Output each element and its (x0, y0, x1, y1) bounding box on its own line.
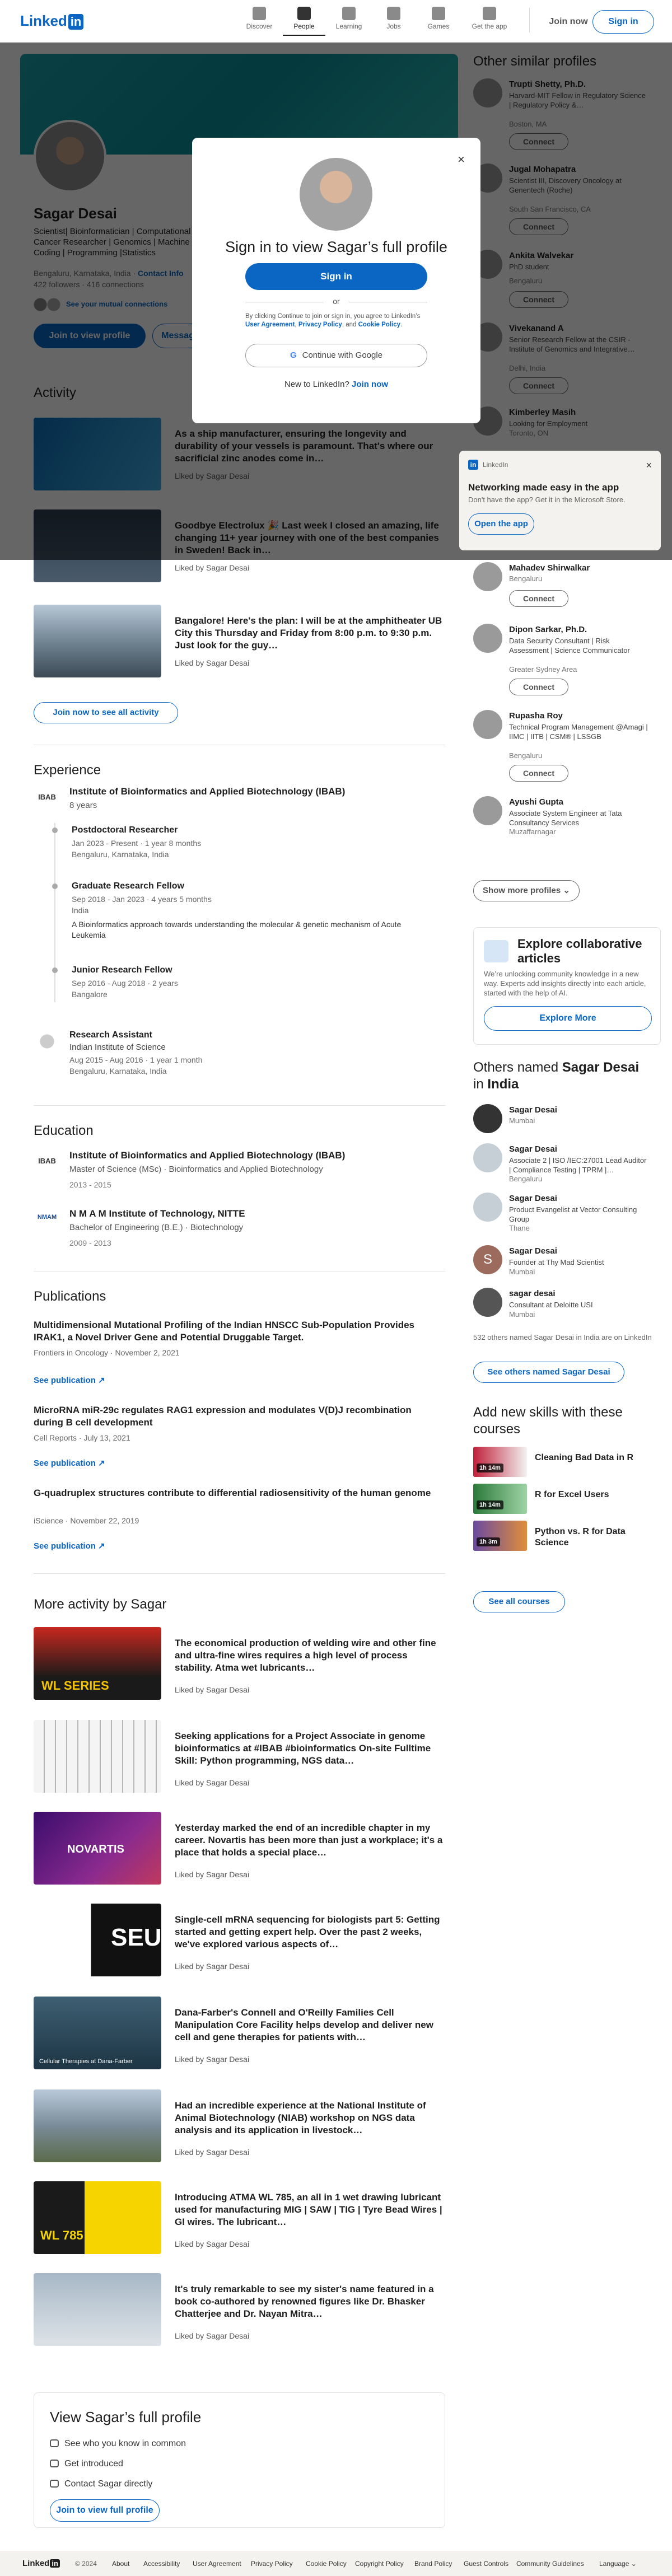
activity-thumbnail: Cellular Therapies at Dana-Farber (34, 1997, 161, 2069)
explore-more-button[interactable]: Explore More (484, 1006, 652, 1031)
view-full-heading: View Sagar’s full profile (50, 2409, 202, 2425)
user-agreement-link[interactable]: User Agreement (245, 321, 295, 328)
timeline-rail (54, 823, 55, 1002)
publication-title: MicroRNA miR-29c regulates RAG1 expression and modulates V(D)J recombination during B cell development (34, 1405, 412, 1428)
activity-thumbnail: NOVARTIS (34, 1812, 161, 1885)
footer-link[interactable]: Community Guidelines (516, 2560, 584, 2568)
activity-liked-by: Liked by Sagar Desai (175, 2240, 250, 2248)
footer-link[interactable]: About (112, 2560, 130, 2568)
education-school[interactable]: N M A M Institute of Technology, NITTE (69, 1208, 245, 1219)
education-heading: Education (34, 1123, 94, 1138)
top-nav (0, 0, 672, 43)
avatar (473, 624, 502, 653)
activity-item[interactable] (34, 1904, 445, 1976)
collab-title: Explore collaborative articles (517, 937, 642, 965)
avatar: S (473, 1245, 502, 1274)
nav-games[interactable]: Games (417, 7, 460, 30)
avatar (473, 1104, 502, 1133)
avatar (473, 796, 502, 825)
google-icon: G (290, 350, 297, 360)
footer (0, 2551, 672, 2576)
avatar (473, 562, 502, 591)
experience-org-duration: 8 years (69, 801, 97, 810)
footer-logo[interactable]: Linked in (22, 2559, 60, 2568)
modal-title: Sign in to view Sagar’s full profile (225, 239, 447, 255)
iisc-logo (34, 1028, 60, 1055)
activity-liked-by: Liked by Sagar Desai (175, 1778, 250, 1787)
new-to-linkedin: New to LinkedIn? Join now (284, 380, 389, 389)
experience-role: Research Assistant Indian Institute of Science Aug 2015 - Aug 2016 · 1 year 1 month Bengaluru, Karnataka, India (69, 1030, 203, 1076)
more-activity-heading: More activity by Sagar (34, 1597, 167, 1612)
view-full-item: Get introduced (50, 2459, 123, 2469)
publications-heading: Publications (34, 1289, 106, 1304)
activity-item[interactable] (34, 2089, 445, 2162)
view-full-item: Contact Sagar directly (50, 2479, 152, 2489)
experience-heading: Experience (34, 763, 101, 778)
see-publication-link[interactable]: See publication ↗ (34, 1541, 105, 1551)
modal-sign-in-button[interactable]: Sign in (245, 263, 427, 290)
sign-in-modal (192, 138, 480, 423)
modal-avatar (300, 158, 372, 231)
course-item[interactable]: 1h 14m Cleaning Bad Data in R (473, 1447, 658, 1480)
legal-text: By clicking Continue to join or sign in, you agree to LinkedIn’s User Agreement, Privacy Policy, and Cookie Policy. (245, 313, 421, 328)
activity-title: Had an incredible experience at the National Institute of Animal Biotechnology (NIAB) workshop on NGS data analysis and its application in livestock… (175, 2100, 426, 2135)
see-all-courses-button[interactable]: See all courses (473, 1591, 565, 1612)
activity-title: Single-cell mRNA sequencing for biologists part 5: Getting started and getting expert help. Over the past 2 weeks, we've explored various aspects of… (175, 1914, 440, 1949)
others-named-count: 532 others named Sagar Desai in India are on LinkedIn (473, 1333, 652, 1341)
activity-liked-by: Liked by Sagar Desai (175, 658, 250, 667)
timeline-dot (52, 883, 58, 889)
promo-label: in LinkedIn (468, 460, 508, 470)
view-full-profile-card (34, 2392, 445, 2528)
experience-role: Graduate Research Fellow Sep 2018 - Jan 2023 · 4 years 5 months India A Bioinformatics approach towards understanding the molecular & genetic mechanism of Acute Leukemia (72, 881, 402, 939)
activity-liked-by: Liked by Sagar Desai (175, 2331, 250, 2340)
nav-divider (529, 8, 530, 32)
footer-link[interactable]: Cookie Policy (306, 2560, 347, 2568)
education-degree: Master of Science (MSc) · Bioinformatics and Applied Biotechnology (69, 1165, 323, 1174)
avatar (473, 710, 502, 739)
activity-liked-by: Liked by Sagar Desai (175, 563, 250, 572)
nav-get-app[interactable]: Get the app (468, 7, 511, 30)
or-divider: or (245, 297, 427, 306)
activity-item[interactable] (34, 1627, 445, 1700)
see-others-named-button[interactable]: See others named Sagar Desai (473, 1362, 624, 1383)
ibab-logo: IBAB (38, 793, 56, 801)
connect-button[interactable]: Connect (509, 590, 568, 607)
activity-thumbnail: WL 785 (34, 2181, 161, 2254)
publication-title: G-quadruplex structures contribute to differential radiosensitivity of the human genome (34, 1488, 431, 1498)
activity-liked-by: Liked by Sagar Desai (175, 2055, 250, 2064)
activity-title: Introducing ATMA WL 785, an all in 1 wet drawing lubricant used for manufacturing MIG | SAW | TIG | Tyre Bead Wires | GI wires. The lubricant… (175, 2192, 442, 2227)
nmamit-logo: NMAM (37, 1214, 57, 1221)
activity-item[interactable] (34, 605, 445, 677)
modal-join-now-link[interactable]: Join now (352, 380, 389, 389)
activity-item[interactable] (34, 1720, 445, 1793)
join-now-button[interactable]: Join now (549, 17, 588, 26)
briefcase-icon (387, 7, 400, 20)
footer-link[interactable]: Guest Controls (464, 2560, 509, 2568)
activity-liked-by: Liked by Sagar Desai (175, 1870, 250, 1879)
activity-thumbnail (34, 2273, 161, 2346)
activity-item[interactable] (34, 2181, 445, 2254)
compass-icon (253, 7, 266, 20)
see-all-activity-button[interactable]: Join now to see all activity (34, 702, 178, 723)
article-icon (484, 940, 508, 962)
activity-title: It's truly remarkable to see my sister's name featured in a book co-authored by renowned figures like Dr. Bhasker Chatterjee and Dr. Nayan Mitra… (175, 2284, 434, 2319)
activity-thumbnail: SEU (34, 1904, 161, 1976)
courses-heading: Add new skills with these courses (473, 1405, 623, 1437)
education-years: 2009 - 2013 (69, 1238, 111, 1247)
publication-title: Multidimensional Mutational Profiling of the Indian HNSCC Sub-Population Provides IRAK1, a Novel Driver Gene and Potential Druggable Target. (34, 1320, 414, 1343)
language-select[interactable]: Language ⌄ (599, 2560, 637, 2568)
activity-liked-by: Liked by Sagar Desai (175, 1962, 250, 1971)
nav-jobs[interactable]: Jobs (372, 7, 415, 30)
join-to-view-full-profile-button[interactable]: Join to view full profile (50, 2499, 160, 2522)
app-promo-card (459, 451, 661, 550)
play-icon (342, 7, 356, 20)
activity-thumbnail (34, 2089, 161, 2162)
others-named-heading: Others named Sagar Desai in India (473, 1060, 640, 1092)
message-icon (50, 2480, 59, 2488)
publication-meta: iScience · November 22, 2019 (34, 1516, 139, 1525)
activity-thumbnail (34, 605, 161, 677)
activity-title: Seeking applications for a Project Associate in genome bioinformatics at #IBAB #bioinformatics On-site Fulltime Skill: Python programming, NGS data… (175, 1731, 431, 1766)
collab-desc: We’re unlocking community knowledge in a new way. Experts add insights directly into each article, started with the help of AI. (484, 970, 646, 997)
education-degree: Bachelor of Engineering (B.E.) · Biotechnology (69, 1223, 244, 1232)
section-divider (34, 1105, 445, 1106)
view-full-item: See who you know in common (50, 2439, 186, 2449)
avatar (473, 1143, 502, 1172)
sign-in-button[interactable]: Sign in (592, 10, 654, 34)
show-more-profiles-button[interactable]: Show more profiles ⌄ (473, 880, 580, 901)
course-item[interactable]: 1h 3m Python vs. R for Data Science (473, 1521, 658, 1554)
experience-role: Junior Research Fellow Sep 2016 - Aug 2018 · 2 years Bangalore (72, 965, 178, 999)
activity-title: Dana-Farber's Connell and O'Reilly Families Cell Manipulation Core Facility helps develop and deliver new cell and gene therapies for patients with… (175, 2007, 433, 2042)
experience-role: Postdoctoral Researcher Jan 2023 - Present · 1 year 8 months Bengaluru, Karnataka, India (72, 825, 202, 859)
activity-thumbnail: WL SERIES (34, 1627, 161, 1700)
nav-discover[interactable]: Discover (238, 7, 281, 30)
people-icon (297, 7, 311, 20)
laptop-icon (483, 7, 496, 20)
open-app-button[interactable]: Open the app (468, 513, 534, 535)
timeline-dot (52, 967, 58, 973)
connect-button[interactable]: Connect (509, 765, 568, 782)
timeline-dot (52, 828, 58, 833)
see-publication-link[interactable]: See publication ↗ (34, 1458, 105, 1468)
publication-meta: Cell Reports · July 13, 2021 (34, 1433, 130, 1442)
activity-title: Bangalore! Here's the plan: I will be at the amphitheater UB City this Thursday and Friday from 8:00 p.m. to 9:30 p.m. Just look for the guy… (175, 615, 442, 651)
activity-item[interactable] (34, 2273, 445, 2346)
section-divider (34, 1573, 445, 1574)
activity-item[interactable] (34, 1812, 445, 1885)
experience-org[interactable]: Institute of Bioinformatics and Applied Biotechnology (IBAB) (69, 786, 346, 797)
cookie-policy-link[interactable]: Cookie Policy (358, 321, 401, 328)
people-icon (50, 2439, 59, 2447)
footer-link[interactable]: Accessibility (143, 2560, 180, 2568)
footer-link[interactable]: User Agreement (193, 2560, 241, 2568)
close-icon[interactable]: × (646, 460, 652, 471)
activity-item[interactable] (34, 1997, 445, 2069)
activity-thumbnail (34, 1720, 161, 1793)
see-publication-link[interactable]: See publication ↗ (34, 1376, 105, 1385)
avatar (473, 1193, 502, 1222)
nav-people[interactable]: People (283, 7, 325, 30)
footer-copyright: © 2024 (75, 2560, 97, 2568)
introduce-icon (50, 2460, 59, 2467)
activity-liked-by: Liked by Sagar Desai (175, 1685, 250, 1694)
promo-title: Networking made easy in the app (468, 482, 619, 493)
publication-meta: Frontiers in Oncology · November 2, 2021 (34, 1348, 180, 1357)
collaborative-articles-card (473, 927, 661, 1045)
course-item[interactable]: 1h 14m R for Excel Users (473, 1484, 658, 1517)
puzzle-icon (432, 7, 445, 20)
close-icon[interactable]: × (458, 152, 465, 166)
privacy-policy-link[interactable]: Privacy Policy (298, 321, 342, 328)
footer-link[interactable]: Brand Policy (414, 2560, 452, 2568)
avatar (473, 1288, 502, 1317)
footer-link[interactable]: Copyright Policy (355, 2560, 404, 2568)
nav-learning[interactable]: Learning (328, 7, 370, 30)
education-school[interactable]: Institute of Bioinformatics and Applied Biotechnology (IBAB) (69, 1150, 346, 1161)
activity-title: Yesterday marked the end of an incredible chapter in my career. Novartis has been more than just a workplace; it's a place that holds a special place… (175, 1822, 443, 1858)
footer-link[interactable]: Privacy Policy (251, 2560, 293, 2568)
education-years: 2013 - 2015 (69, 1180, 111, 1189)
activity-liked-by: Liked by Sagar Desai (175, 2148, 250, 2157)
continue-with-google-button[interactable]: G Continue with Google (245, 344, 427, 367)
promo-desc: Don't have the app? Get it in the Microsoft Store. (468, 495, 626, 504)
activity-title: The economical production of welding wire and other fine and ultra-fine wires requires a high level of process stability. Atma wet lubricants… (175, 1638, 436, 1673)
ibab-logo: IBAB (38, 1157, 56, 1165)
connect-button[interactable]: Connect (509, 679, 568, 695)
linkedin-logo[interactable]: Linked in (20, 12, 83, 30)
